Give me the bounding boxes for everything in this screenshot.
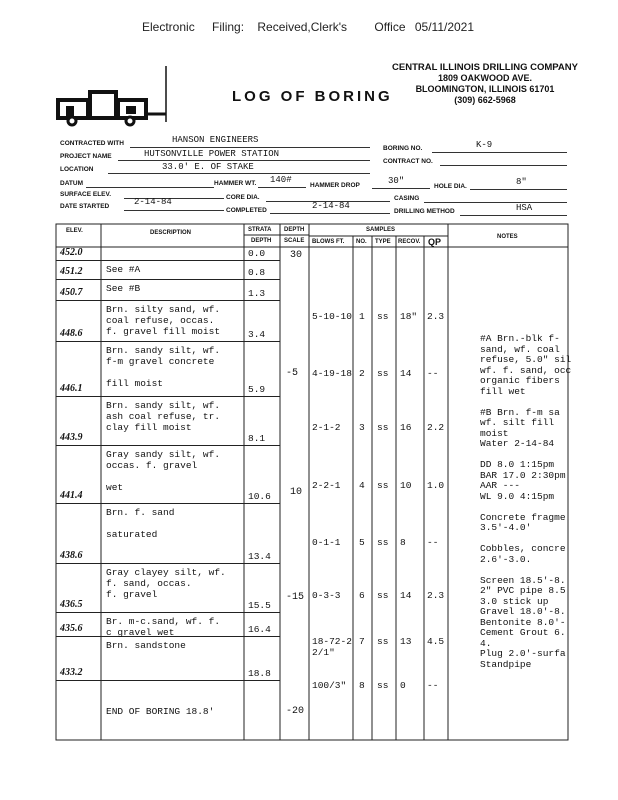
project-name-label: PROJECT NAME [60, 153, 112, 160]
date-started-value: 2-14-84 [134, 197, 172, 207]
note-line: BAR 17.0 2:30pm [480, 469, 566, 481]
stratum-description-line: ash coal refuse, tr. [106, 411, 221, 422]
completed-value: 2-14-84 [312, 201, 350, 211]
stratum-description-line: occas. f. gravel [106, 460, 198, 471]
notes-column [480, 334, 618, 670]
stratum-description [106, 507, 174, 540]
sample-qp: -- [427, 537, 439, 548]
stratum-divider [56, 341, 280, 342]
stratum-elevation: 435.6 [60, 623, 83, 634]
stamp-word-office: Office [374, 20, 406, 34]
note-line: Water 2-14-84 [480, 438, 555, 449]
stratum-depth: 10.6 [248, 491, 271, 502]
sample-recovery: 16 [400, 422, 412, 433]
stratum-depth: 0.8 [248, 267, 266, 278]
scale-mark: -5 [286, 368, 299, 379]
sample-number: 2 [359, 368, 365, 379]
stratum-elevation: 433.2 [60, 667, 83, 678]
stratum-description [106, 400, 220, 433]
stratum-description-line [106, 471, 220, 482]
drilling-method-label: DRILLING METHOD [394, 208, 455, 215]
stratum-elevation: 450.7 [60, 287, 83, 298]
sample-qp: -- [427, 680, 439, 691]
stratum-description-line: f. gravel fill moist [106, 326, 221, 337]
col-no: NO. [356, 239, 367, 245]
stratum-description [106, 264, 140, 275]
hammer-drop-value: 30" [388, 176, 405, 186]
sample-blows: 4-19-18 [312, 368, 352, 379]
stratum-elevation: 438.6 [60, 550, 83, 561]
company-street: 1809 OAKWOOD AVE. [437, 73, 533, 83]
note-line: 4. [480, 637, 492, 649]
stratum-divider [56, 300, 280, 301]
sample-type: ss [377, 368, 389, 379]
sample-type: ss [377, 480, 389, 491]
stratum-description-line: f. gravel [106, 589, 158, 600]
stratum-divider [56, 563, 280, 564]
note-line: 3.0 stick up [480, 595, 549, 607]
stratum-description-line [106, 251, 112, 262]
stratum-divider [56, 396, 280, 397]
sample-number: 6 [359, 590, 365, 601]
stratum-divider [56, 260, 280, 261]
company-name: CENTRAL ILLINOIS DRILLING COMPANY [392, 62, 578, 73]
hammer-drop-label: HAMMER DROP [310, 182, 360, 189]
col-elev: ELEV. [66, 228, 83, 234]
note-line: 2.6'-3.0. [480, 553, 532, 565]
stratum-description-line: Brn. sandy silt, wf. [106, 400, 221, 411]
date-started-label: DATE STARTED [60, 203, 110, 210]
scale-mark: 30 [290, 250, 303, 261]
note-line: refuse, 5.0" sil [480, 354, 572, 365]
drilling-method-value: HSA [516, 203, 533, 213]
completed-label: COMPLETED [226, 207, 267, 214]
stratum-depth: 18.8 [248, 668, 271, 679]
stratum-description-line: See #B [106, 283, 141, 294]
stratum-depth: 3.4 [248, 329, 266, 340]
sample-type: ss [377, 636, 389, 647]
scale-mark: 10 [290, 487, 303, 498]
col-scale: SCALE [284, 238, 305, 244]
stratum-description-line: Brn. sandy silt, wf. [106, 345, 221, 356]
note-line: Bentonite 8.0'- [480, 616, 566, 628]
col-recov: RECOV. [398, 239, 421, 245]
note-line: WL 9.0 4:15pm [480, 490, 555, 502]
note-line [480, 397, 618, 408]
sample-number: 5 [359, 537, 365, 548]
note-line: sand, wf. coal [480, 343, 560, 355]
col-type: TYPE [375, 239, 391, 245]
note-line: #B Brn. f-m sa [480, 406, 560, 418]
note-line: 2" PVC pipe 8.5 [480, 585, 566, 596]
scale-mark: -20 [286, 706, 305, 717]
surface-elev-label: SURFACE ELEV. [60, 191, 112, 198]
sample-type: ss [377, 311, 389, 322]
sample-blows: 5-10-10 [312, 311, 352, 322]
col-strata-depth: DEPTH [251, 238, 272, 244]
stratum-description-line: Gray clayey silt, wf. [106, 567, 226, 578]
datum-label: DATUM [60, 180, 83, 187]
col-depth: DEPTH [284, 227, 305, 233]
stratum-elevation: 443.9 [60, 432, 83, 443]
sample-blows: 0-1-1 [312, 537, 341, 548]
col-blows: BLOWS FT. [312, 239, 345, 245]
page-title: LOG OF BORING [232, 88, 393, 105]
sample-blows: 2-1-2 [312, 422, 341, 433]
stratum-depth: 8.1 [248, 433, 266, 444]
sample-number: 1 [359, 311, 365, 322]
col-strata: STRATA [248, 227, 272, 233]
stratum-description-line: fill moist [106, 378, 164, 389]
hammer-wt-label: HAMMER WT. [214, 180, 257, 187]
col-samples: SAMPLES [366, 227, 396, 233]
sample-recovery: 18" [400, 311, 418, 322]
hole-dia-label: HOLE DIA. [434, 183, 467, 190]
scale-mark: -15 [286, 592, 305, 603]
stratum-description-line: Gray sandy silt, wf. [106, 449, 221, 460]
stratum-description-line: See #A [106, 264, 141, 275]
stratum-description-line: coal refuse, occas. [106, 315, 215, 326]
sample-type: ss [377, 680, 389, 691]
sample-qp: -- [427, 368, 439, 379]
stratum-description-line [106, 367, 220, 378]
sample-number: 4 [359, 480, 365, 491]
stratum-description-line: f-m gravel concrete [106, 356, 215, 367]
sample-recovery: 13 [400, 636, 412, 647]
stratum-description-line: Brn. silty sand, wf. [106, 304, 221, 315]
stratum-description [106, 640, 186, 651]
note-line: organic fibers [480, 375, 560, 386]
note-line: Gravel 18.0'-8. [480, 606, 566, 617]
stratum-divider [56, 279, 280, 280]
sample-qp: 1.0 [427, 480, 445, 491]
col-notes: NOTES [497, 234, 518, 240]
note-line: Cement Grout 6. [480, 627, 566, 638]
stratum-elevation: 451.2 [60, 266, 83, 277]
stratum-divider [56, 503, 280, 504]
sample-blows: 0-3-3 [312, 590, 341, 601]
sample-type: ss [377, 537, 389, 548]
stamp-word-filing: Filing: [212, 20, 245, 34]
hole-dia-value: 8" [516, 177, 527, 187]
sample-recovery: 10 [400, 480, 412, 491]
stratum-depth: 13.4 [248, 551, 271, 562]
stratum-description [106, 567, 226, 600]
stratum-elevation: 441.4 [60, 490, 83, 501]
note-line [480, 565, 618, 576]
casing-label: CASING [394, 195, 420, 202]
core-dia-label: CORE DIA. [226, 194, 260, 201]
boring-no-value: K-9 [476, 140, 493, 150]
sample-blows: 2-2-1 [312, 480, 341, 491]
sample-blows: 18-72-22/1" [312, 636, 352, 658]
stratum-depth: 0.0 [248, 248, 266, 259]
sample-qp: 4.5 [427, 636, 445, 647]
sample-type: ss [377, 422, 389, 433]
note-line: moist [480, 427, 509, 439]
stratum-divider [56, 445, 280, 446]
stratum-description [106, 616, 220, 638]
stratum-description-line: Brn. f. sand [106, 507, 175, 518]
sample-recovery: 0 [400, 680, 406, 691]
contracted-with-value: HANSON ENGINEERS [172, 135, 259, 145]
stratum-description-line: saturated [106, 529, 158, 540]
note-line: AAR --- [480, 480, 520, 491]
sample-qp: 2.2 [427, 422, 445, 433]
note-line: Screen 18.5'-8. [480, 574, 566, 586]
note-line: Standpipe [480, 658, 532, 670]
sample-blows: 100/3" [312, 680, 347, 691]
contracted-with-label: CONTRACTED WITH [60, 140, 124, 147]
note-line: #A Brn.-blk f- [480, 334, 560, 344]
boring-no-label: BORING NO. [383, 145, 423, 152]
stratum-divider [56, 680, 280, 681]
stratum-description [106, 449, 220, 493]
sample-type: ss [377, 590, 389, 601]
stratum-elevation: 436.5 [60, 599, 83, 610]
sample-recovery: 14 [400, 590, 412, 601]
stamp-word-received: Received,Clerk's [257, 20, 348, 34]
stratum-description-line: c gravel wet [106, 627, 175, 638]
sample-number: 3 [359, 422, 365, 433]
stratum-description-line: Br. m-c.sand, wf. f. [106, 616, 221, 627]
note-line: Cobbles, concre [480, 543, 566, 554]
note-line: wf. silt fill [480, 417, 555, 428]
sample-qp: 2.3 [427, 590, 445, 601]
stratum-description-line: Brn. sandstone [106, 640, 186, 651]
stratum-description [106, 345, 220, 389]
stratum-description [106, 283, 140, 294]
note-line: DD 8.0 1:15pm [480, 459, 555, 470]
sample-recovery: 14 [400, 368, 412, 379]
contract-no-label: CONTRACT NO. [383, 158, 433, 165]
sample-qp: 2.3 [427, 311, 445, 322]
stratum-depth: 16.4 [248, 624, 271, 635]
company-city: BLOOMINGTON, ILLINOIS 61701 [415, 84, 555, 94]
stratum-description-line: f. sand, occas. [106, 578, 192, 589]
note-line: Plug 2.0'-surfa [480, 648, 566, 659]
sample-recovery: 8 [400, 537, 406, 548]
stratum-description [106, 304, 220, 337]
stratum-elevation: 448.6 [60, 328, 83, 339]
company-phone: (309) 662-5968 [454, 95, 516, 105]
stratum-description [106, 251, 112, 262]
stratum-description-line [106, 518, 174, 529]
col-qp: QP [428, 237, 442, 247]
stratum-elevation: 452.0 [60, 247, 83, 258]
stamp-date: 05/11/2021 [414, 20, 475, 34]
location-value: 33.0' E. OF STAKE [162, 162, 254, 172]
project-name-value: HUTSONVILLE POWER STATION [144, 149, 280, 159]
note-line: wf. f. sand, occ [480, 364, 572, 376]
stratum-description-line: END OF BORING 18.8' [106, 706, 215, 717]
stratum-description-line: wet [106, 482, 124, 493]
stratum-depth: 15.5 [248, 600, 271, 611]
note-line: Concrete fragme [480, 511, 566, 523]
stratum-description [106, 706, 214, 717]
stratum-depth: 1.3 [248, 288, 266, 299]
stratum-elevation: 446.1 [60, 383, 83, 394]
location-label: LOCATION [60, 166, 94, 173]
stratum-depth: 5.9 [248, 384, 266, 395]
sample-number: 8 [359, 680, 365, 691]
note-line [480, 502, 618, 513]
col-description: DESCRIPTION [150, 230, 192, 236]
stratum-description-line: clay fill moist [106, 422, 192, 433]
hammer-wt-value: 140# [270, 175, 292, 185]
stamp-word-electronic: Electronic [142, 20, 195, 34]
sample-number: 7 [359, 636, 365, 647]
stratum-divider [56, 612, 280, 613]
note-line: 3.5'-4.0' [480, 522, 532, 533]
note-line: fill wet [480, 385, 526, 397]
